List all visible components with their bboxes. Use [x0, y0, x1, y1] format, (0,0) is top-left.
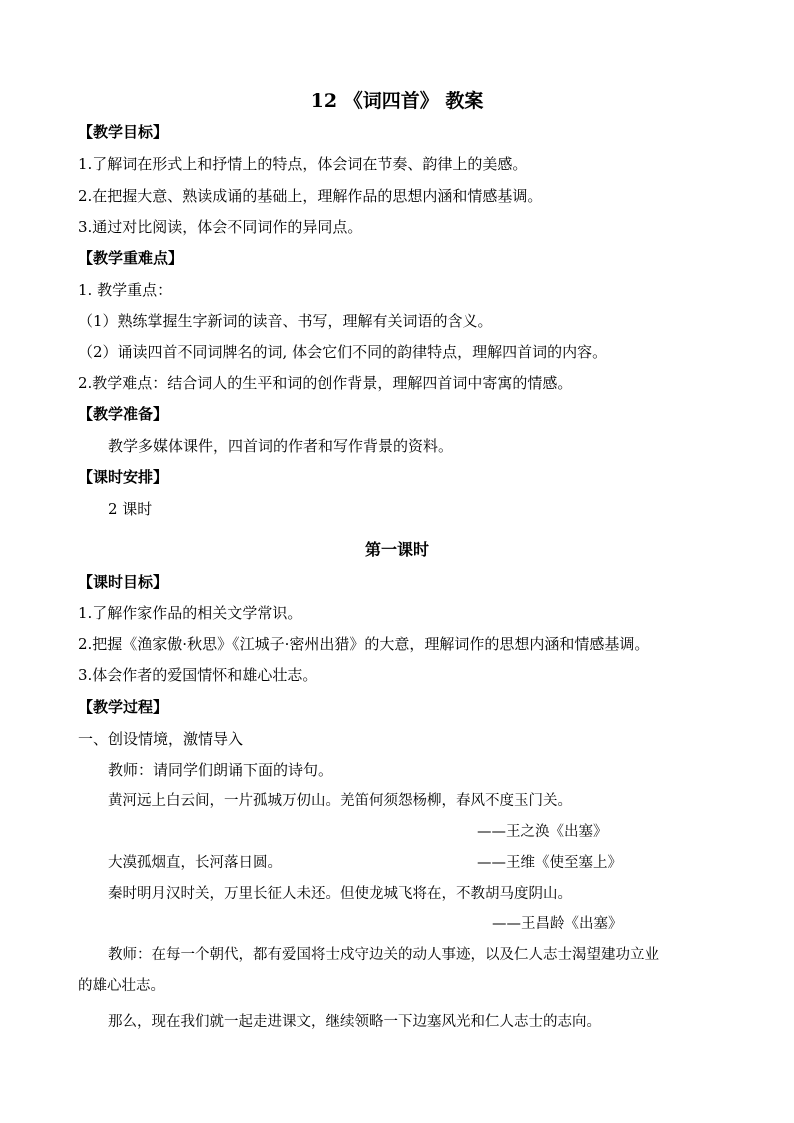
- process-heading: 【教学过程】: [78, 698, 169, 716]
- poem-1: 黄河远上白云间，一片孤城万仞山。羌笛何须怨杨柳，春风不度玉门关。: [108, 793, 572, 809]
- doc-title: 12 《词四首》 教案: [310, 90, 484, 112]
- goals-heading: 【教学目标】: [78, 123, 169, 141]
- teacher-line-2b: 的雄心壮志。: [78, 978, 165, 994]
- key-point-2: 2.教学难点：结合词人的生平和词的创作背景，理解四首词中寄寓的情感。: [78, 374, 573, 392]
- schedule-text: 2 课时: [108, 500, 153, 518]
- prep-text: 教学多媒体课件，四首词的作者和写作背景的资料。: [108, 437, 454, 455]
- goal-3: 3.通过对比阅读，体会不同词作的异同点。: [78, 218, 363, 236]
- teacher-line-2a: 教师：在每一个朝代，都有爱国将士戍守边关的动人事迹，以及仁人志士渴望建功立业: [108, 947, 659, 963]
- teacher-line-1: 教师：请同学们朗诵下面的诗句。: [108, 761, 334, 779]
- schedule-heading: 【课时安排】: [78, 468, 169, 486]
- poem-3: 秦时明月汉时关，万里长征人未还。但使龙城飞将在，不教胡马度阴山。: [108, 886, 572, 902]
- poem-3-source: ——王昌龄《出塞》: [492, 916, 623, 932]
- key-point-1: 1. 教学重点：: [78, 281, 173, 299]
- prep-heading: 【教学准备】: [78, 405, 169, 423]
- key-heading: 【教学重难点】: [78, 249, 184, 267]
- step-1: 一、创设情境，激情导入: [78, 730, 244, 748]
- goal-2: 2.在把握大意、熟读成诵的基础上，理解作品的思想内涵和情感基调。: [78, 187, 543, 205]
- lesson-goals-heading: 【课时目标】: [78, 573, 169, 591]
- lesson-goal-3: 3.体会作者的爱国情怀和雄心壮志。: [78, 666, 318, 684]
- goal-1: 1.了解词在形式上和抒情上的特点，体会词在节奏、韵律上的美感。: [78, 155, 528, 173]
- poem-1-source: ——王之涣《出塞》: [477, 824, 608, 840]
- lesson-goal-1: 1.了解作家作品的相关文学常识。: [78, 604, 303, 622]
- teacher-line-3: 那么，现在我们就一起走进课文，继续领略一下边塞风光和仁人志士的志向。: [108, 1014, 601, 1030]
- lesson-goal-2: 2.把握《渔家傲·秋思》《江城子·密州出猎》的大意，理解词作的思想内涵和情感基调。: [78, 635, 650, 653]
- key-point-1a: （1）熟练掌握生字新词的读音、书写，理解有关词语的含义。: [78, 312, 493, 330]
- lesson-1-title: 第一课时: [364, 540, 429, 559]
- poem-2-source: ——王维《使至塞上》: [477, 855, 622, 871]
- poem-2: 大漠孤烟直，长河落日圆。: [108, 855, 282, 871]
- key-point-1b: （2）诵读四首不同词牌名的词, 体会它们不同的韵律特点，理解四首词的内容。: [78, 343, 608, 361]
